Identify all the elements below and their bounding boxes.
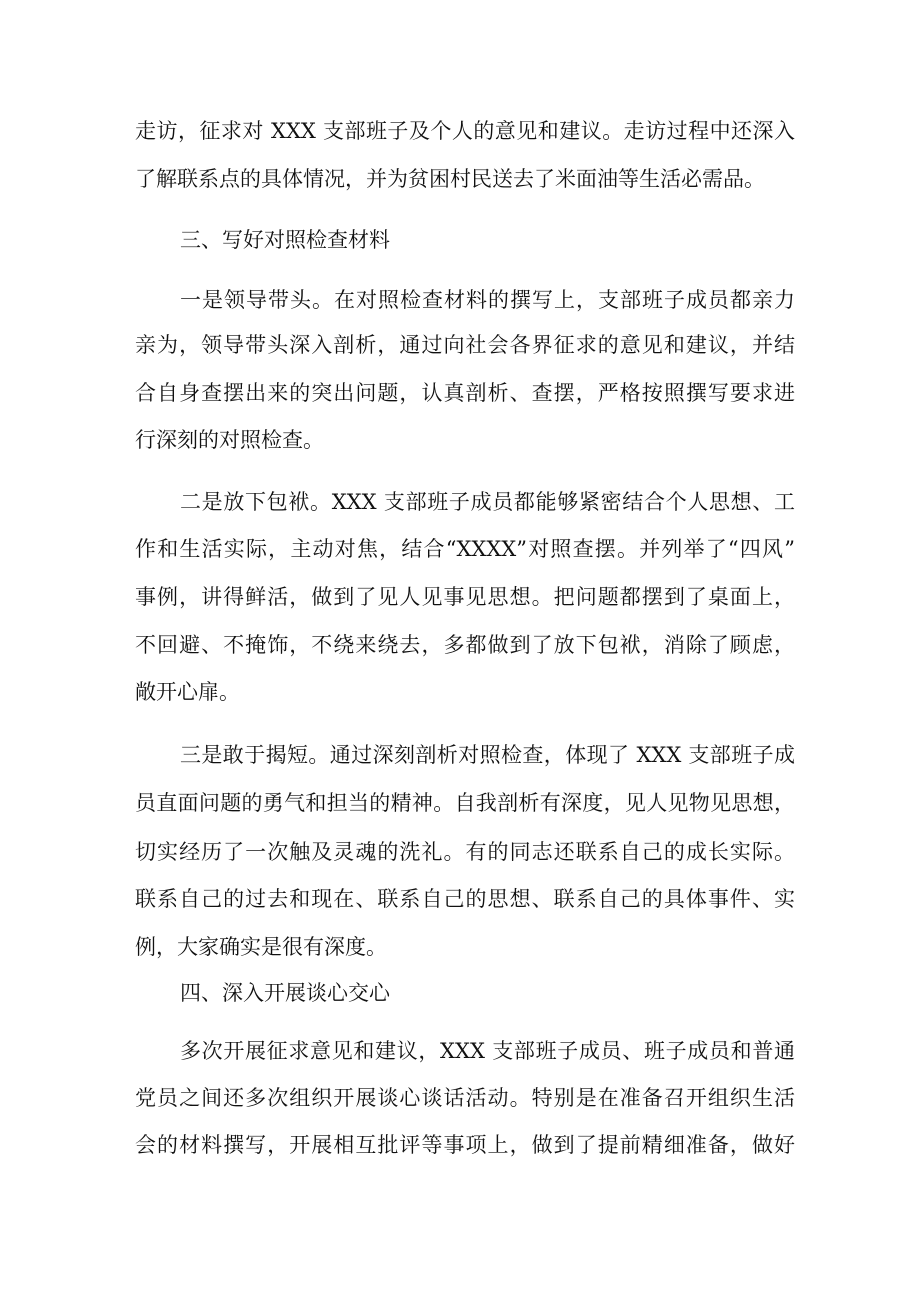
paragraph-line: 二是放下包袱。XXX 支部班子成员都能够紧密结合个人思想、工 (180, 490, 795, 514)
paragraph-line: 员直面问题的勇气和担当的精神。自我剖析有深度，见人见物见思想， (135, 791, 795, 815)
paragraph-line: 多次开展征求意见和建议，XXX 支部班子成员、班子成员和普通 (180, 1039, 795, 1063)
paragraph-line: 不回避、不掩饰，不绕来绕去，多都做到了放下包袱，消除了顾虑， (135, 633, 795, 657)
paragraph-line: 亲为，领导带头深入剖析，通过向社会各界征求的意见和建议，并结 (135, 333, 795, 357)
paragraph-line: 走访，征求对 XXX 支部班子及个人的意见和建议。走访过程中还深入 (135, 119, 795, 143)
paragraph-line: 了解联系点的具体情况，并为贫困村民送去了米面油等生活必需品。 (135, 167, 765, 191)
paragraph-line: 作和生活实际，主动对焦，结合“XXXX”对照查摆。并列举了“四风” (135, 537, 795, 561)
paragraph-line: 联系自己的过去和现在、联系自己的思想、联系自己的具体事件、实 (135, 887, 795, 911)
paragraph-line: 会的材料撰写，开展相互批评等事项上，做到了提前精细准备，做好 (135, 1133, 795, 1157)
section-heading: 三、写好对照检查材料 (180, 228, 390, 252)
paragraph-line: 合自身查摆出来的突出问题，认真剖析、查摆，严格按照撰写要求进 (135, 381, 795, 405)
paragraph-line: 党员之间还多次组织开展谈心谈话活动。特别是在准备召开组织生活 (135, 1086, 795, 1110)
section-heading: 四、深入开展谈心交心 (180, 981, 390, 1005)
paragraph-line: 例，大家确实是很有深度。 (135, 935, 387, 959)
paragraph-line: 事例，讲得鲜活，做到了见人见事见思想。把问题都摆到了桌面上， (135, 585, 795, 609)
paragraph-line: 切实经历了一次触及灵魂的洗礼。有的同志还联系自己的成长实际。 (135, 840, 795, 864)
paragraph-line: 三是敢于揭短。通过深刻剖析对照检查，体现了 XXX 支部班子成 (180, 743, 795, 767)
paragraph-line: 一是领导带头。在对照检查材料的撰写上，支部班子成员都亲力 (180, 288, 795, 312)
paragraph-line: 敞开心扉。 (135, 680, 240, 704)
paragraph-line: 行深刻的对照检查。 (135, 428, 324, 452)
